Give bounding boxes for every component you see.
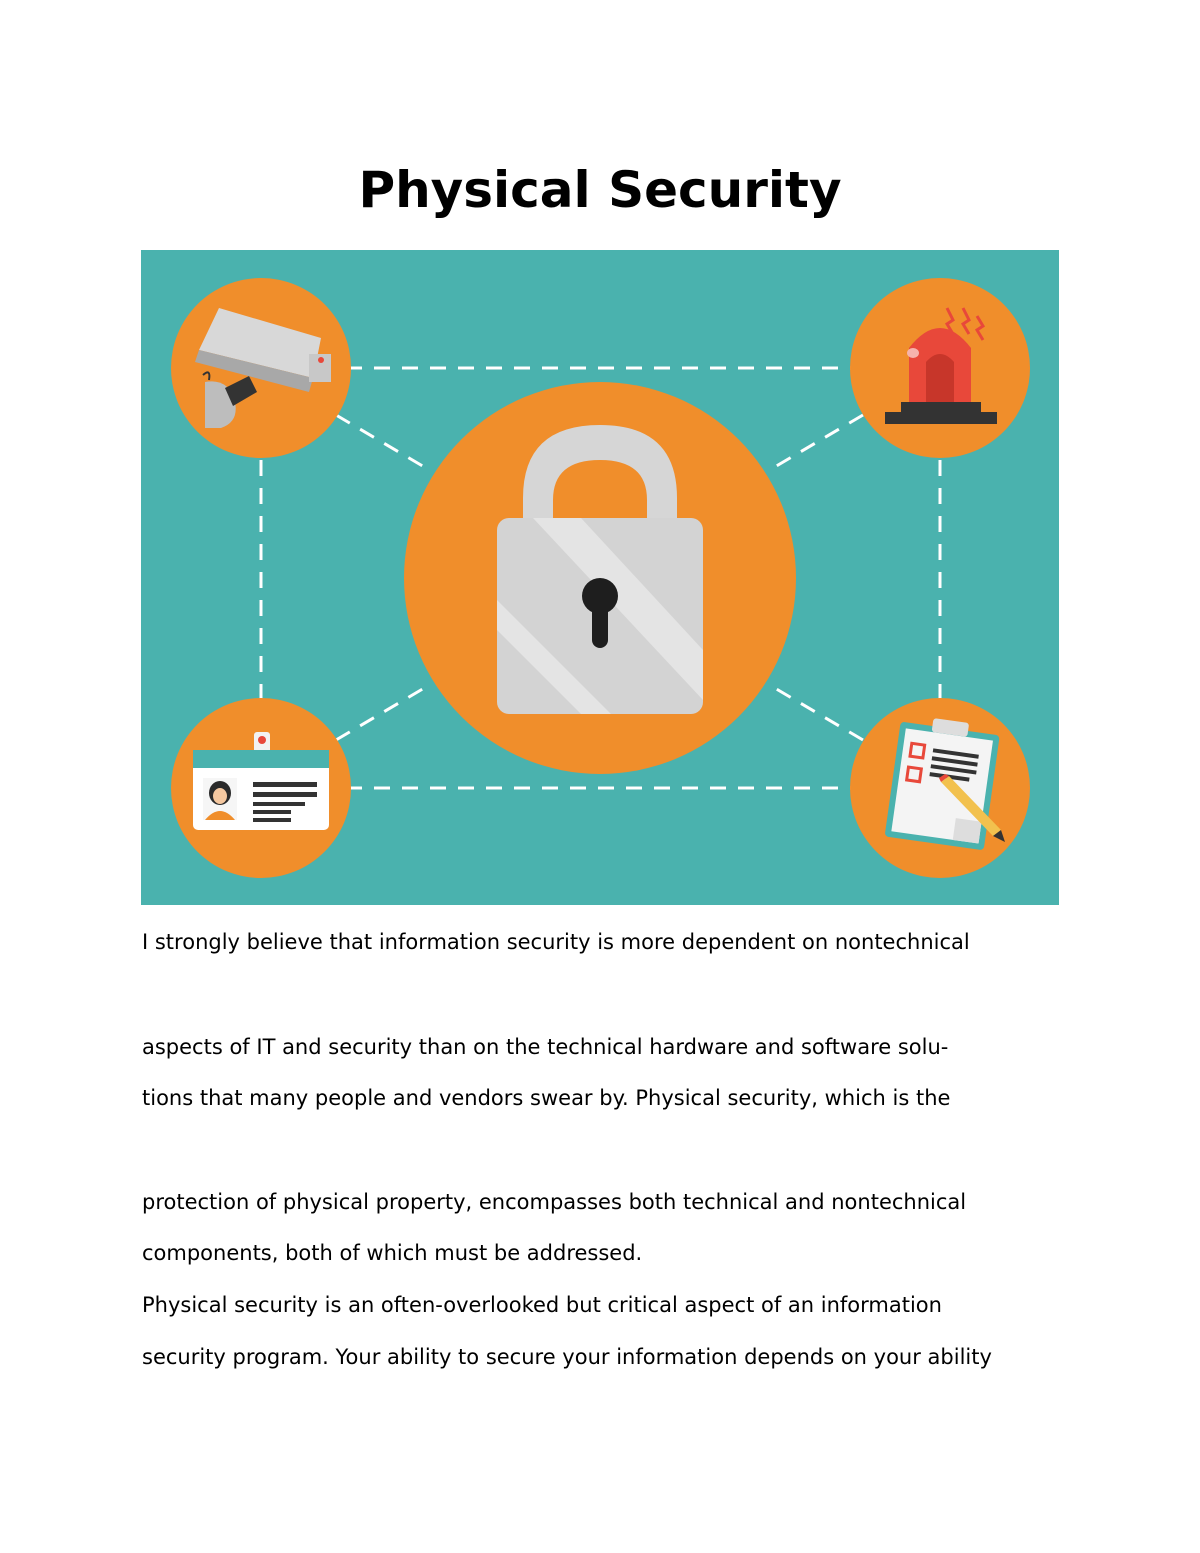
page-title: Physical Security xyxy=(358,161,842,219)
alarm-siren-icon xyxy=(850,278,1030,458)
checklist-clipboard-icon xyxy=(850,698,1030,878)
paragraph-line-2: aspects of IT and security than on the technical hardware and software solu- xyxy=(142,1035,949,1059)
paragraph-line-7: security program. Your ability to secure your information depends on your ability xyxy=(142,1345,992,1369)
paragraph-line-3: tions that many people and vendors swear by. Physical security, which is the xyxy=(142,1086,951,1110)
paragraph-line-6: Physical security is an often-overlooked but critical aspect of an information xyxy=(142,1293,942,1317)
paragraph-line-5: components, both of which must be addressed. xyxy=(142,1241,643,1265)
paragraph-line-1: I strongly believe that information security is more dependent on nontechnical xyxy=(142,930,970,954)
paragraph-line-4: protection of physical property, encompasses both technical and nontechnical xyxy=(142,1190,967,1214)
id-badge-icon xyxy=(171,698,351,878)
cctv-camera-icon xyxy=(171,278,351,458)
physical-security-illustration xyxy=(141,250,1059,905)
padlock-icon xyxy=(404,382,796,774)
